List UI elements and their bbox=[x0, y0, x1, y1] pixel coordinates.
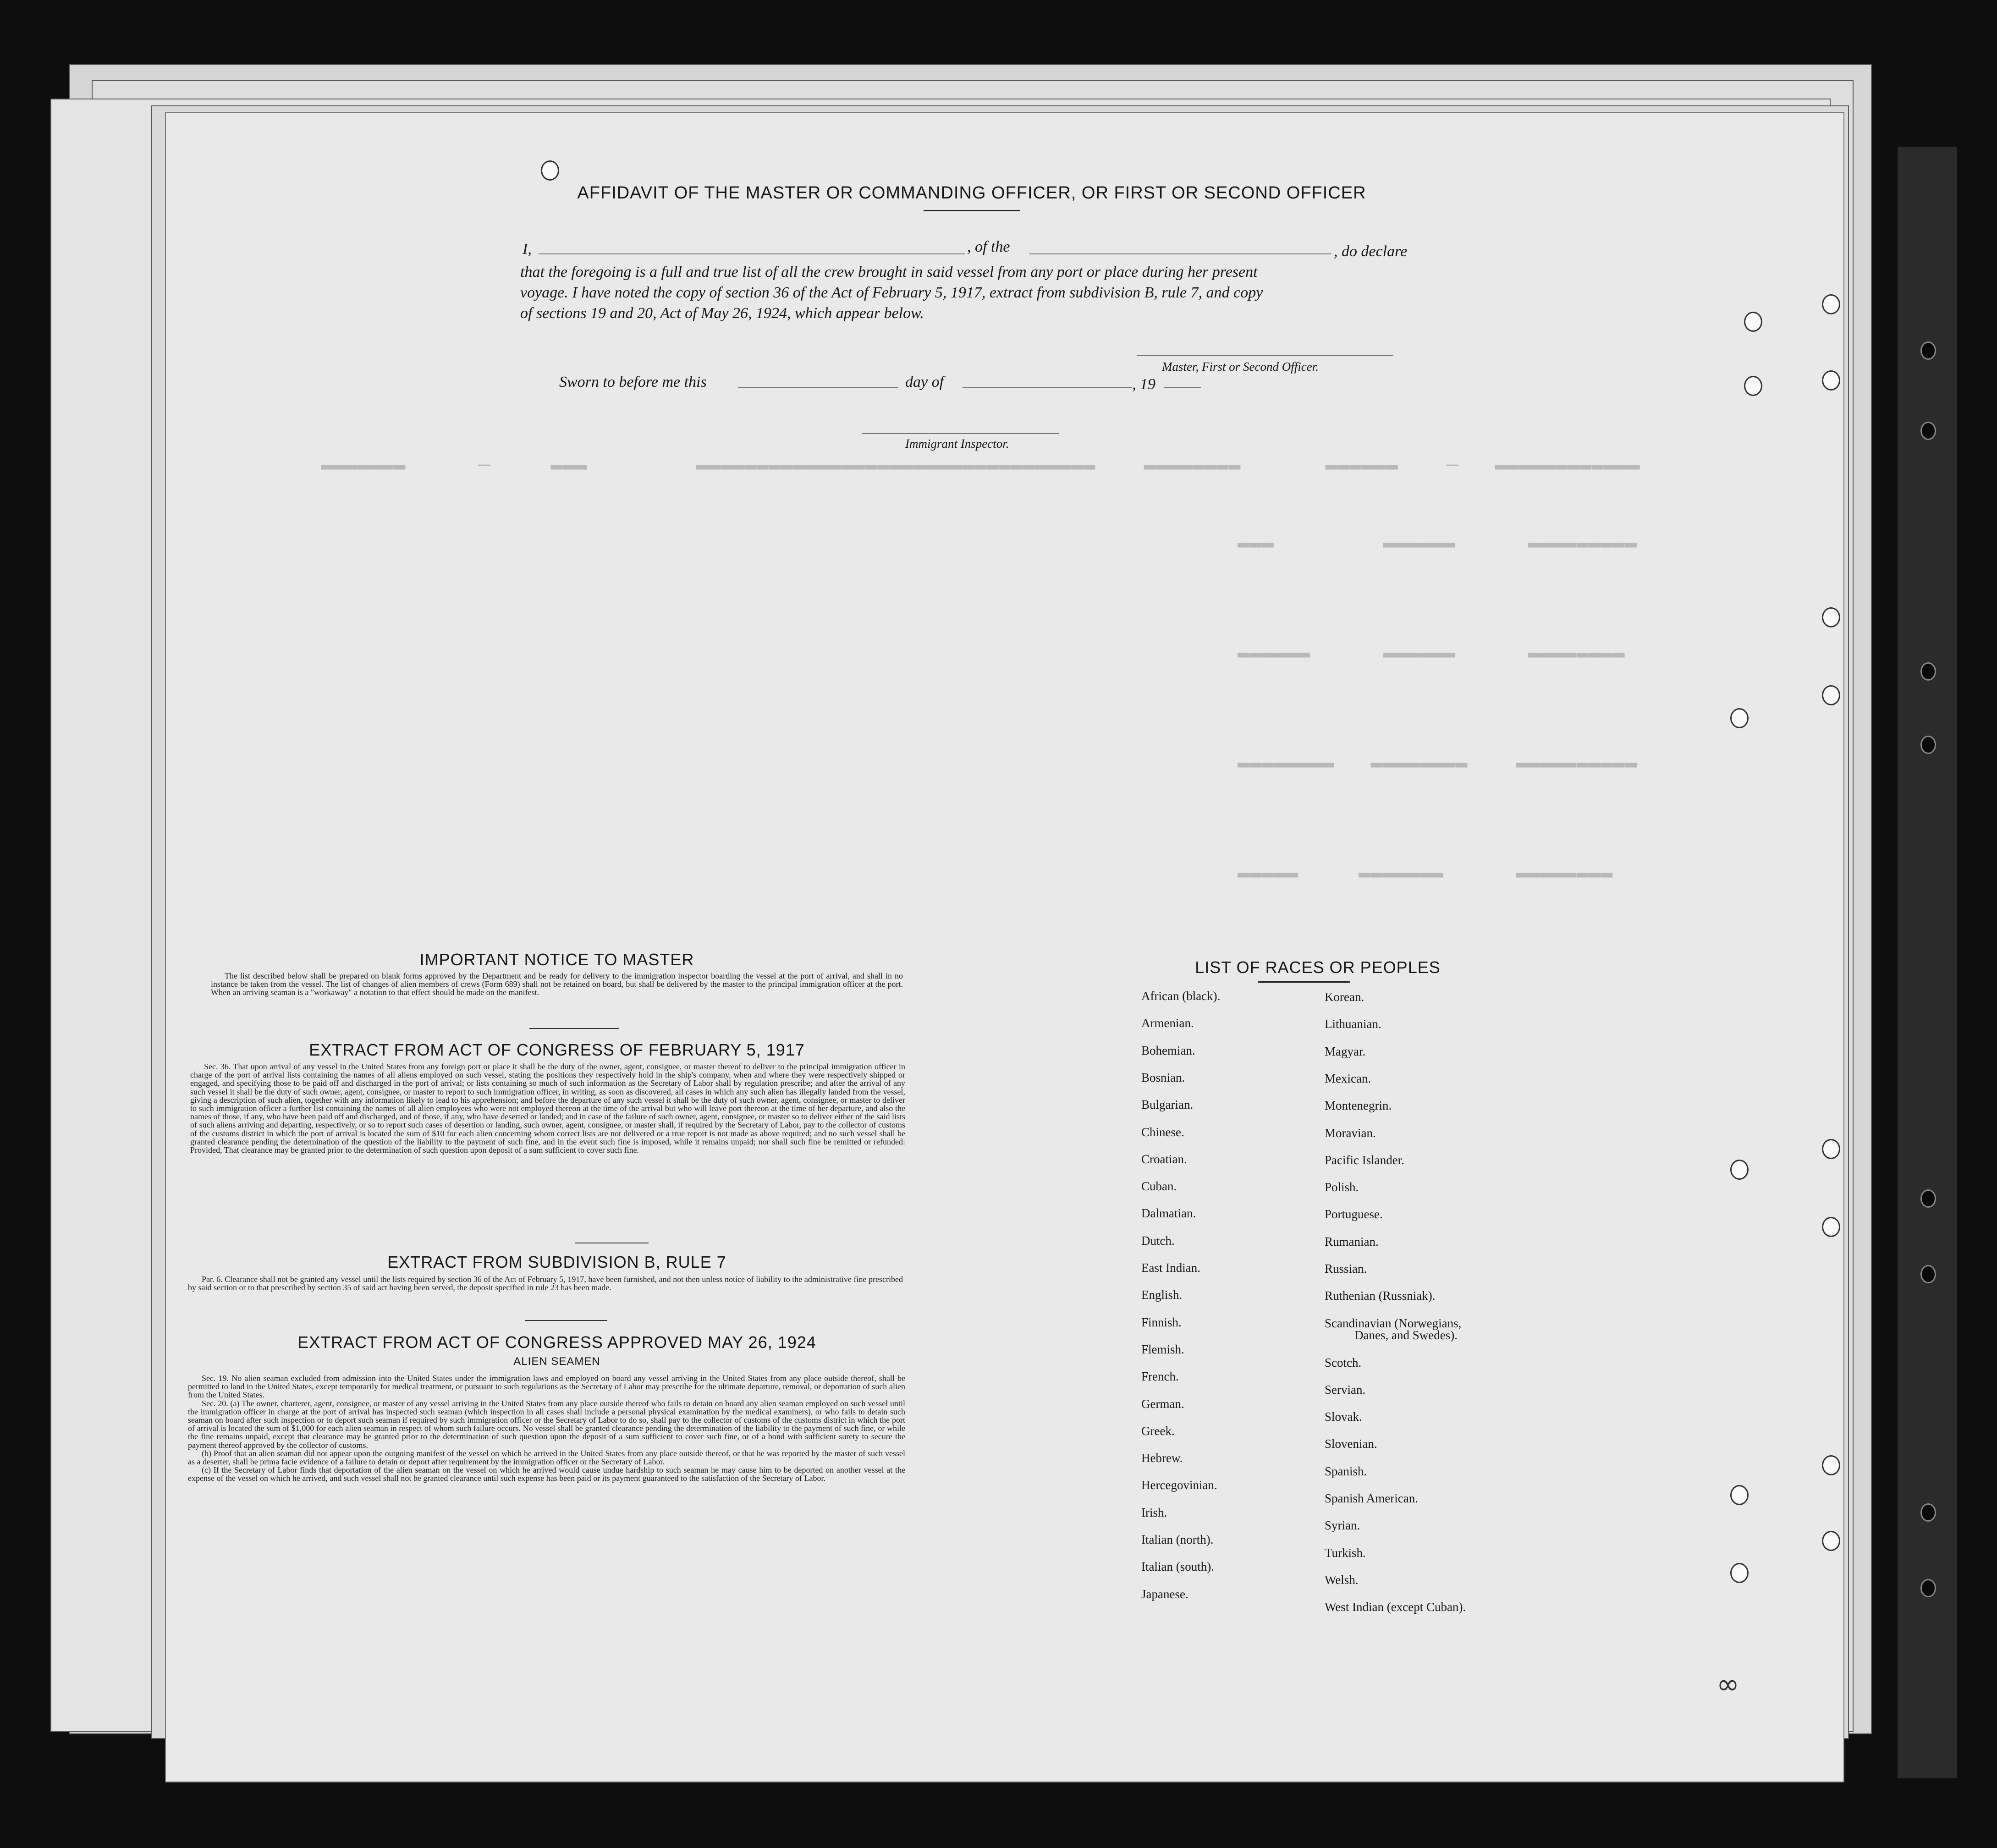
title-underline bbox=[924, 210, 1020, 211]
sworn-year-line[interactable] bbox=[1164, 387, 1201, 388]
bleed-through: ▬▬▬▬▬ ▬▬▬▬▬▬▬ ▬▬▬▬▬▬▬▬ bbox=[1238, 862, 1613, 885]
race-item: Scotch. bbox=[1325, 1355, 1362, 1370]
punch-hole bbox=[1744, 376, 1762, 396]
race-item: Spanish. bbox=[1325, 1464, 1367, 1478]
race-item: Italian (south). bbox=[1141, 1560, 1214, 1574]
rule-7-title: EXTRACT FROM SUBDIVISION B, RULE 7 bbox=[387, 1253, 726, 1271]
bleed-through: ▬▬▬▬▬▬▬ — ▬▬▬ ▬▬▬▬▬▬▬▬▬▬▬▬▬▬▬▬▬▬▬▬▬▬▬▬▬▬▬▬▬▬▬▬▬ ▬▬▬▬▬▬▬▬ ▬▬▬▬▬▬ — ▬▬▬▬▬▬▬▬▬▬▬▬ bbox=[321, 454, 1640, 477]
race-item: French. bbox=[1141, 1370, 1179, 1384]
punch-hole bbox=[1730, 1563, 1749, 1583]
punch-hole bbox=[541, 160, 559, 181]
vessel-blank-line[interactable] bbox=[1029, 253, 1331, 254]
race-item: Chinese. bbox=[1141, 1125, 1184, 1139]
punch-hole bbox=[1920, 422, 1936, 440]
race-item: Hercegovinian. bbox=[1141, 1478, 1217, 1492]
punch-hole bbox=[1744, 312, 1762, 332]
sworn-label: Sworn to before me this bbox=[559, 374, 707, 390]
section-divider bbox=[525, 1320, 607, 1321]
notice-title: IMPORTANT NOTICE TO MASTER bbox=[419, 950, 694, 969]
race-item: Servian. bbox=[1325, 1382, 1366, 1397]
race-item: Bohemian. bbox=[1141, 1043, 1195, 1057]
punch-hole bbox=[1822, 370, 1840, 390]
race-item: Lithuanian. bbox=[1325, 1017, 1381, 1031]
affidavit-line-2: voyage. I have noted the copy of section 36 of the Act of February 5, 1917, extract from subdivision B, rule 7, and copy bbox=[520, 284, 1263, 301]
sworn-month-line[interactable] bbox=[963, 387, 1132, 388]
race-item: Portuguese. bbox=[1325, 1207, 1383, 1221]
notice-text: The list described below shall be prepared on blank forms approved by the Department and be ready for delivery to the immigration inspector boarding the vessel at the port of arrival, and shall in no instance be taken from the vessel. The list of changes of alien members of crews (Form 689) shall not be retained on board, but shall be delivered by the master to the principal immigration officer at the port. When an arriving seaman is a "workaway" a notation to that effect should be made on the manifest. bbox=[211, 971, 903, 997]
race-item: Dalmatian. bbox=[1141, 1206, 1196, 1221]
punch-hole bbox=[1822, 607, 1840, 627]
affidavit-i-label: I, bbox=[523, 241, 532, 258]
race-item: Scandinavian (Norwegians, bbox=[1325, 1316, 1462, 1330]
race-item: Slovenian. bbox=[1325, 1437, 1377, 1451]
races-underline bbox=[1258, 981, 1350, 983]
act-1917-text: Sec. 36. That upon arrival of any vessel in the United States from any foreign port or place it shall be the duty of the owner, agent, consignee, or master thereof to deliver to the principal immigration officer in charge of the port of arrival lists containing the names of all aliens employed on such vessel, stating the positions they respectively hold in the ship's company, when and where they were respectively shipped or engaged, and specifying those to be paid off and discharged in the port of arrival; or lists containing so much of such information as the Secretary of Labor shall by regulation prescribe; and after the arrival of any such vessel it shall be the duty of such owner, agent, consignee, or master to report to such immigration officer, in writing, as soon as discovered, all cases in which any such alien has illegally landed from the vessel, giving a description of such alien, together with any information likely to lead to his apprehension; and before the departure of any such vessel it shall be the duty of such owner, agent, consignee, or master to deliver to such immigration officer a further list containing the names of all alien employees who were not employed thereon at the time of the arrival but who will leave port thereon at the time of her departure, and also the names of those, if any, who have been paid off and discharged, and of those, if any, who have deserted or landed; and in case of the failure of such owner, agent, consignee, or master so to deliver either of the said lists of such aliens arriving and departing, respectively, or so to report such cases of desertion or landing, such owner, agent, consignee, or master shall, if required by the Secretary of Labor, pay to the collector of customs of the customs district in which the port of arrival is located the sum of $10 for each alien concerning whom correct lists are not delivered or a true report is not made as above required; and no such vessel shall be granted clearance pending the determination of the question of the liability to the payment of such fine, and in the event such fine is imposed, while it remains unpaid; nor shall such fine be remitted or refunded: Provided, That clearance may be granted prior to the determination of such question upon deposit of a sum sufficient to cover such fine. bbox=[190, 1062, 905, 1155]
race-item: Syrian. bbox=[1325, 1518, 1360, 1533]
name-blank-line[interactable] bbox=[539, 253, 965, 254]
act-1924-text bbox=[188, 1374, 905, 1483]
race-item: Finnish. bbox=[1141, 1315, 1182, 1329]
affidavit-line-3: of sections 19 and 20, Act of May 26, 1924, which appear below. bbox=[520, 305, 924, 322]
act-1917-title: EXTRACT FROM ACT OF CONGRESS OF FEBRUARY 5, 1917 bbox=[309, 1040, 805, 1059]
affidavit-line-1: that the foregoing is a full and true list of all the crew brought in said vessel from any port or place during her present bbox=[520, 264, 1258, 280]
punch-hole bbox=[1822, 685, 1840, 705]
punch-hole bbox=[1730, 1160, 1749, 1180]
year-label: , 19 bbox=[1132, 376, 1155, 393]
race-item: African (black). bbox=[1141, 989, 1221, 1003]
inspector-signature-line[interactable] bbox=[862, 433, 1059, 434]
bleed-through: ▬▬▬ ▬▬▬▬▬▬ ▬▬▬▬▬▬▬▬▬ bbox=[1238, 532, 1637, 555]
punch-hole bbox=[1920, 1579, 1936, 1597]
act-1924-subtitle: ALIEN SEAMEN bbox=[513, 1355, 600, 1368]
act-1924-title: EXTRACT FROM ACT OF CONGRESS APPROVED MAY 26, 1924 bbox=[297, 1333, 816, 1352]
rule-7-text: Par. 6. Clearance shall not be granted any vessel until the lists required by section 36 of the Act of February 5, 1917, have been furnished, and not then unless notice of liability to the administrative fine prescribed by said section or to that prescribed by section 35 of said act having been served, the deposit specified in rule 23 has been made. bbox=[188, 1275, 903, 1292]
race-item: Armenian. bbox=[1141, 1016, 1194, 1030]
punch-hole bbox=[1920, 736, 1936, 754]
sec-20-b: (b) Proof that an alien seaman did not appear upon the outgoing manifest of the vessel on which he arrived in the United States from any place outside thereof, or that he was reported by the master of such vessel as a deserter, shall be prima facie evidence of a failure to detain or deport after requirement by the immigration officer or the Secretary of Labor. bbox=[188, 1448, 905, 1467]
race-item: Bulgarian. bbox=[1141, 1098, 1194, 1112]
races-title: LIST OF RACES OR PEOPLES bbox=[1195, 958, 1441, 977]
race-item: Slovak. bbox=[1325, 1410, 1362, 1424]
race-item: Bosnian. bbox=[1141, 1070, 1185, 1084]
race-item: Flemish. bbox=[1141, 1342, 1184, 1356]
race-item: Polish. bbox=[1325, 1180, 1359, 1194]
punch-hole bbox=[1920, 1265, 1936, 1283]
day-of-label: day of bbox=[905, 374, 944, 390]
race-item: Magyar. bbox=[1325, 1044, 1366, 1058]
race-item: Greek. bbox=[1141, 1424, 1175, 1438]
race-item: Cuban. bbox=[1141, 1179, 1177, 1194]
race-item: Korean. bbox=[1325, 990, 1364, 1004]
master-signature-line[interactable] bbox=[1137, 355, 1393, 356]
affidavit-do-declare: , do declare bbox=[1334, 243, 1408, 260]
punch-hole bbox=[1920, 1503, 1936, 1522]
race-item: Moravian. bbox=[1325, 1126, 1376, 1140]
race-item: Danes, and Swedes). bbox=[1354, 1328, 1458, 1342]
race-item: West Indian (except Cuban). bbox=[1325, 1600, 1466, 1614]
document-page bbox=[165, 112, 1844, 1782]
section-divider bbox=[529, 1028, 619, 1029]
race-item: Spanish American. bbox=[1325, 1491, 1418, 1506]
race-item: East Indian. bbox=[1141, 1261, 1200, 1275]
inspector-label: Immigrant Inspector. bbox=[905, 437, 1009, 451]
race-item: Italian (north). bbox=[1141, 1533, 1214, 1546]
bleed-through: ▬▬▬▬▬▬▬▬ ▬▬▬▬▬▬▬▬ ▬▬▬▬▬▬▬▬▬▬ bbox=[1238, 752, 1637, 775]
punch-hole bbox=[1730, 1485, 1749, 1505]
sec-20-c: (c) If the Secretary of Labor finds that deportation of the alien seaman on the vessel on which he arrived would cause undue hardship to such seaman he may cause him to be deported on another vessel at the expense of the vessel on which he arrived, and such vessel shall not be granted clearance until such expense has been paid or its payment guaranteed to the satisfaction of the Secretary of Labor. bbox=[188, 1465, 905, 1483]
race-item: Irish. bbox=[1141, 1505, 1167, 1519]
punch-hole bbox=[1920, 662, 1936, 681]
master-label: Master, First or Second Officer. bbox=[1162, 360, 1319, 374]
race-item: Welsh. bbox=[1325, 1573, 1359, 1587]
race-item: Montenegrin. bbox=[1325, 1099, 1392, 1113]
bleed-through: ▬▬▬▬▬▬ ▬▬▬▬▬▬ ▬▬▬▬▬▬▬▬ bbox=[1238, 642, 1625, 665]
race-item: Turkish. bbox=[1325, 1546, 1366, 1560]
sec-19: Sec. 19. No alien seaman excluded from admission into the United States under the immigration laws and employed on board any vessel arriving in the United States from any place outside thereof, shall be permitted to land in the United States, except temporarily for medical treatment, or pursuant to such regulations as the Secretary of Labor may prescribe for the ultimate departure, removal, or deportation of such alien from the United States. bbox=[188, 1374, 905, 1400]
punch-hole bbox=[1822, 1139, 1840, 1159]
binding-strip bbox=[1898, 147, 1957, 1778]
sec-20-a: Sec. 20. (a) The owner, charterer, agent, consignee, or master of any vessel arriving in the United States from any place outside thereof who fails to detain on board any alien seaman employed on such vessel until the immigration officer in charge at the port of arrival has inspected such seaman (which inspection in all cases shall include a personal physical examination by the medical examiners), or who fails to detain such seaman on board after such inspection or to deport such seaman if required by such immigration officer or the Secretary of Labor to do so, shall pay to the collector of customs of the customs district in which the port of arrival is located the sum of $1,000 for each alien seaman in respect of whom such failure occurs. No vessel shall be granted clearance pending the determination of the liability to the payment of such fine, or while the fine remains unpaid, except that clearance may be granted prior to the determination of such question upon the deposit of a sum sufficient to cover such fine, or of a bond with sufficient surety to secure the payment thereof approved by the collector of customs. bbox=[188, 1398, 905, 1450]
race-item: Ruthenian (Russniak). bbox=[1325, 1289, 1436, 1303]
race-item: Russian. bbox=[1325, 1262, 1367, 1276]
pencil-mark: ∞ bbox=[1716, 1668, 1739, 1700]
race-item: Mexican. bbox=[1325, 1071, 1371, 1085]
race-item: German. bbox=[1141, 1397, 1184, 1411]
race-item: Dutch. bbox=[1141, 1233, 1175, 1248]
punch-hole bbox=[1822, 294, 1840, 314]
punch-hole bbox=[1822, 1217, 1840, 1237]
race-item: Japanese. bbox=[1141, 1587, 1188, 1601]
affidavit-title: AFFIDAVIT OF THE MASTER OR COMMANDING OFFICER, OR FIRST OR SECOND OFFICER bbox=[577, 183, 1366, 203]
affidavit-of-the: , of the bbox=[967, 238, 1010, 255]
punch-hole bbox=[1822, 1531, 1840, 1551]
race-item: English. bbox=[1141, 1288, 1183, 1302]
punch-hole bbox=[1822, 1455, 1840, 1475]
punch-hole bbox=[1730, 708, 1749, 728]
race-item: Rumanian. bbox=[1325, 1234, 1379, 1248]
punch-hole bbox=[1920, 341, 1936, 360]
punch-hole bbox=[1920, 1189, 1936, 1208]
race-item: Croatian. bbox=[1141, 1152, 1187, 1166]
race-item: Pacific Islander. bbox=[1325, 1153, 1404, 1167]
sworn-day-line[interactable] bbox=[738, 387, 898, 388]
race-item: Hebrew. bbox=[1141, 1451, 1183, 1465]
